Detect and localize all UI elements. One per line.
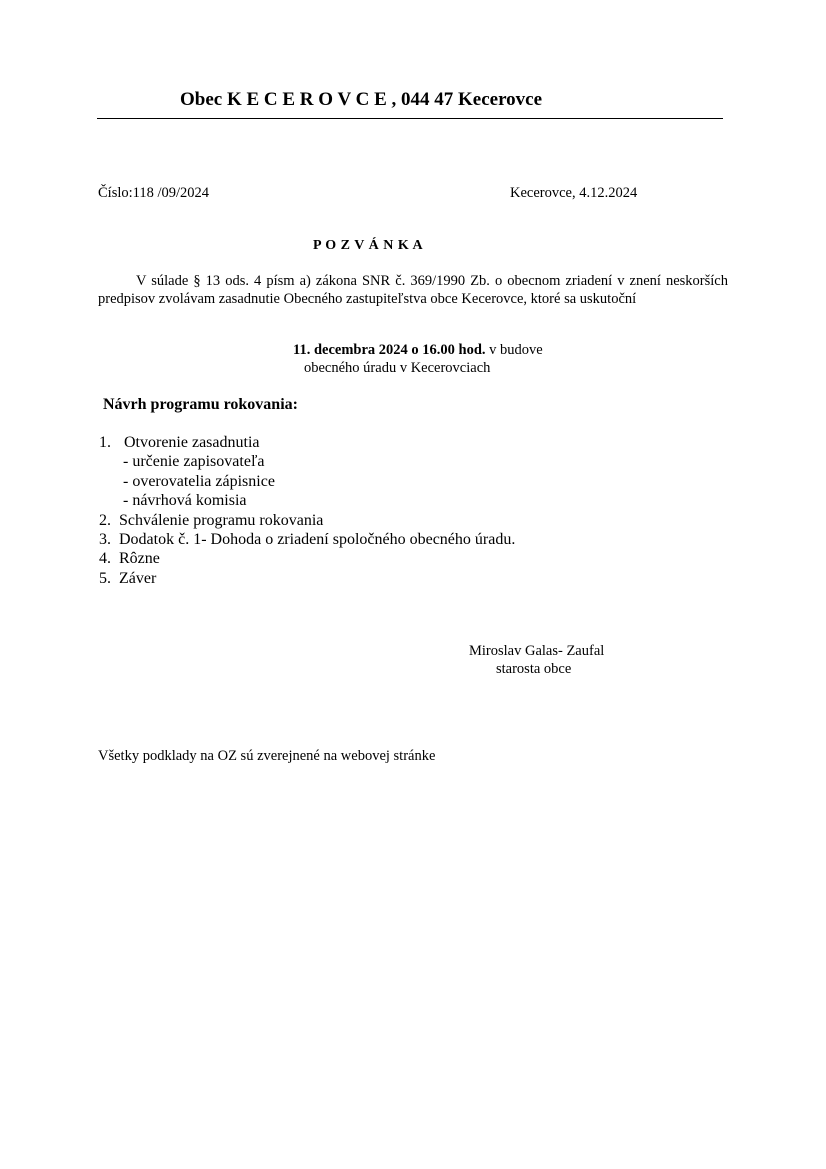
place-and-date: Kecerovce, 4.12.2024 — [510, 185, 638, 201]
header-divider — [97, 118, 723, 119]
agenda-item-number: 5. — [99, 569, 111, 587]
agenda-item — [99, 549, 515, 568]
agenda-item — [99, 569, 515, 588]
agenda-item-number: 2. — [99, 511, 111, 529]
agenda-item-label: Dodatok č. 1- Dohoda o zriadení spoločného obecného úradu. — [119, 531, 516, 549]
intro-paragraph: V súlade § 13 ods. 4 písm a) zákona SNR č. 369/1990 Zb. o obecnom zriadení v znení neskorších predpisov zvolávam zasadnutie Obecného zastupiteľstva obce Kecerovce, ktoré sa uskutoční — [98, 273, 728, 307]
agenda-item-label: Schválenie programu rokovania — [119, 511, 324, 529]
reference-number: Číslo:118 /09/2024 — [98, 185, 210, 201]
meeting-location-start: v budove — [485, 342, 543, 358]
meeting-location: obecného úradu v Kecerovciach — [304, 360, 491, 376]
agenda-subitem: - návrhová komisia — [123, 492, 247, 510]
agenda-list — [99, 433, 515, 588]
agenda-subitem: - určenie zapisovateľa — [123, 453, 265, 471]
agenda-heading: Návrh programu rokovania: — [103, 396, 298, 413]
signer-role: starosta obce — [496, 661, 572, 677]
footer-note: Všetky podklady na OZ sú zverejnené na webovej stránke — [98, 748, 436, 764]
document-title: P O Z V Á N K A — [313, 238, 424, 253]
agenda-item-number: 3. — [99, 531, 111, 549]
agenda-item — [99, 530, 515, 549]
agenda-item-number: 1. — [99, 434, 111, 451]
signer-name: Miroslav Galas- Zaufal — [469, 643, 605, 659]
agenda-item-label: Rôzne — [119, 550, 160, 568]
meeting-datetime: 11. decembra 2024 o 16.00 hod. — [293, 342, 486, 358]
agenda-item — [99, 511, 515, 530]
agenda-subitem: - overovatelia zápisnice — [123, 472, 275, 490]
agenda-item-label: Záver — [119, 569, 157, 587]
agenda-item — [99, 433, 515, 452]
agenda-item-number: 4. — [99, 550, 111, 568]
municipality-header: Obec K E C E R O V C E , 044 47 Kecerovce — [180, 89, 543, 110]
agenda-item-label: Otvorenie zasadnutia — [124, 434, 260, 451]
meeting-datetime-line — [293, 342, 543, 359]
